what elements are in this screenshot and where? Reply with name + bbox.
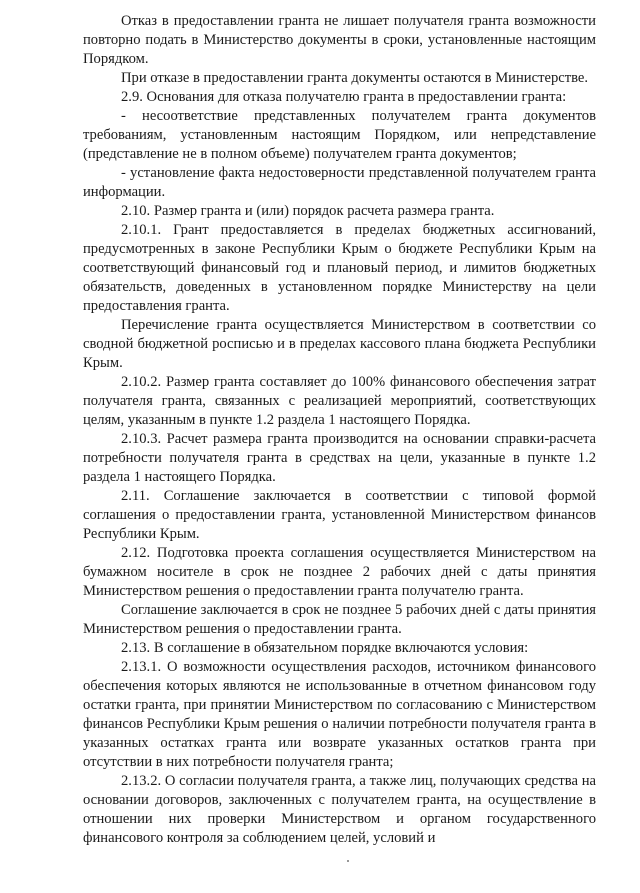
paragraph-2-13-2: 2.13.2. О согласии получателя гранта, а также лиц, получающих средства на основании договоров, заключенных с получателем гранта, на осуществление в отношении них проверки Министерством и органом государственного финансового контроля за соблюдением целей, условий и [83, 773, 596, 846]
paragraph-2-10-1: 2.10.1. Грант предоставляется в пределах бюджетных ассигнований, предусмотренных в законе Республики Крым о бюджете Республики Крым на соответствующий финансовый год и плановый период, и лимитов бюджетных обязательств, доведенных в установленном порядке Министерству на цели предоставления гранта. [83, 222, 596, 314]
paragraph-2-10: 2.10. Размер гранта и (или) порядок расчета размера гранта. [121, 203, 495, 219]
paragraph-2-9-item-1: - несоответствие представленных получателем гранта документов требованиям, установленным настоящим Порядком, или непредставление (представление не в полном объеме) получателем гранта документов; [83, 108, 596, 162]
paragraph-2-12: 2.12. Подготовка проекта соглашения осуществляется Министерством на бумажном носителе в срок не позднее 2 рабочих дней с даты принятия Министерством решения о предоставлении гранта получателю гранта. [83, 545, 596, 599]
paragraph-2-9-item-2: - установление факта недостоверности представленной получателем гранта информации. [83, 165, 596, 200]
paragraph-2-10-2: 2.10.2. Размер гранта составляет до 100% финансового обеспечения затрат получателя гранта, связанных с реализацией мероприятий, соответствующих целям, указанным в пункте 1.2 раздела 1 настоящего Порядка. [83, 374, 596, 428]
paragraph-agreement-term: Соглашение заключается в срок не позднее 5 рабочих дней с даты принятия Министерством решения о предоставлении гранта. [83, 602, 596, 637]
paragraph-refusal-resubmit: Отказ в предоставлении гранта не лишает получателя гранта возможности повторно подать в Министерство документы в сроки, установленные настоящим Порядком. [83, 13, 596, 67]
paragraph-documents-remain: При отказе в предоставлении гранта документы остаются в Министерстве. [121, 70, 589, 86]
paragraph-transfer: Перечисление гранта осуществляется Министерством в соответствии со сводной бюджетной росписью и в пределах кассового плана бюджета Республики Крым. [83, 317, 596, 371]
paragraph-2-11: 2.11. Соглашение заключается в соответствии с типовой формой соглашения о предоставлении гранта, установленной Министерством финансов Республики Крым. [83, 488, 596, 542]
paragraph-2-10-3: 2.10.3. Расчет размера гранта производится на основании справки-расчета потребности получателя гранта в средствах на цели, указанные в пункте 1.2 раздела 1 настоящего Порядка. [83, 431, 596, 485]
paragraph-2-13-1: 2.13.1. О возможности осуществления расходов, источником финансового обеспечения которых являются не использованные в отчетном финансовом году остатки гранта, при принятии Министерством по согласованию с Министерством финансов Республики Крым решения о наличии потребности получателя гранта в указанных остатках гранта или возврате указанных остатков гранта при отсутствии в них потребности получателя гранта; [83, 659, 596, 770]
paragraph-2-13: 2.13. В соглашение в обязательном порядке включаются условия: [121, 640, 529, 656]
scan-speck [347, 860, 349, 862]
paragraph-2-9: 2.9. Основания для отказа получателю гранта в предоставлении гранта: [121, 89, 567, 105]
